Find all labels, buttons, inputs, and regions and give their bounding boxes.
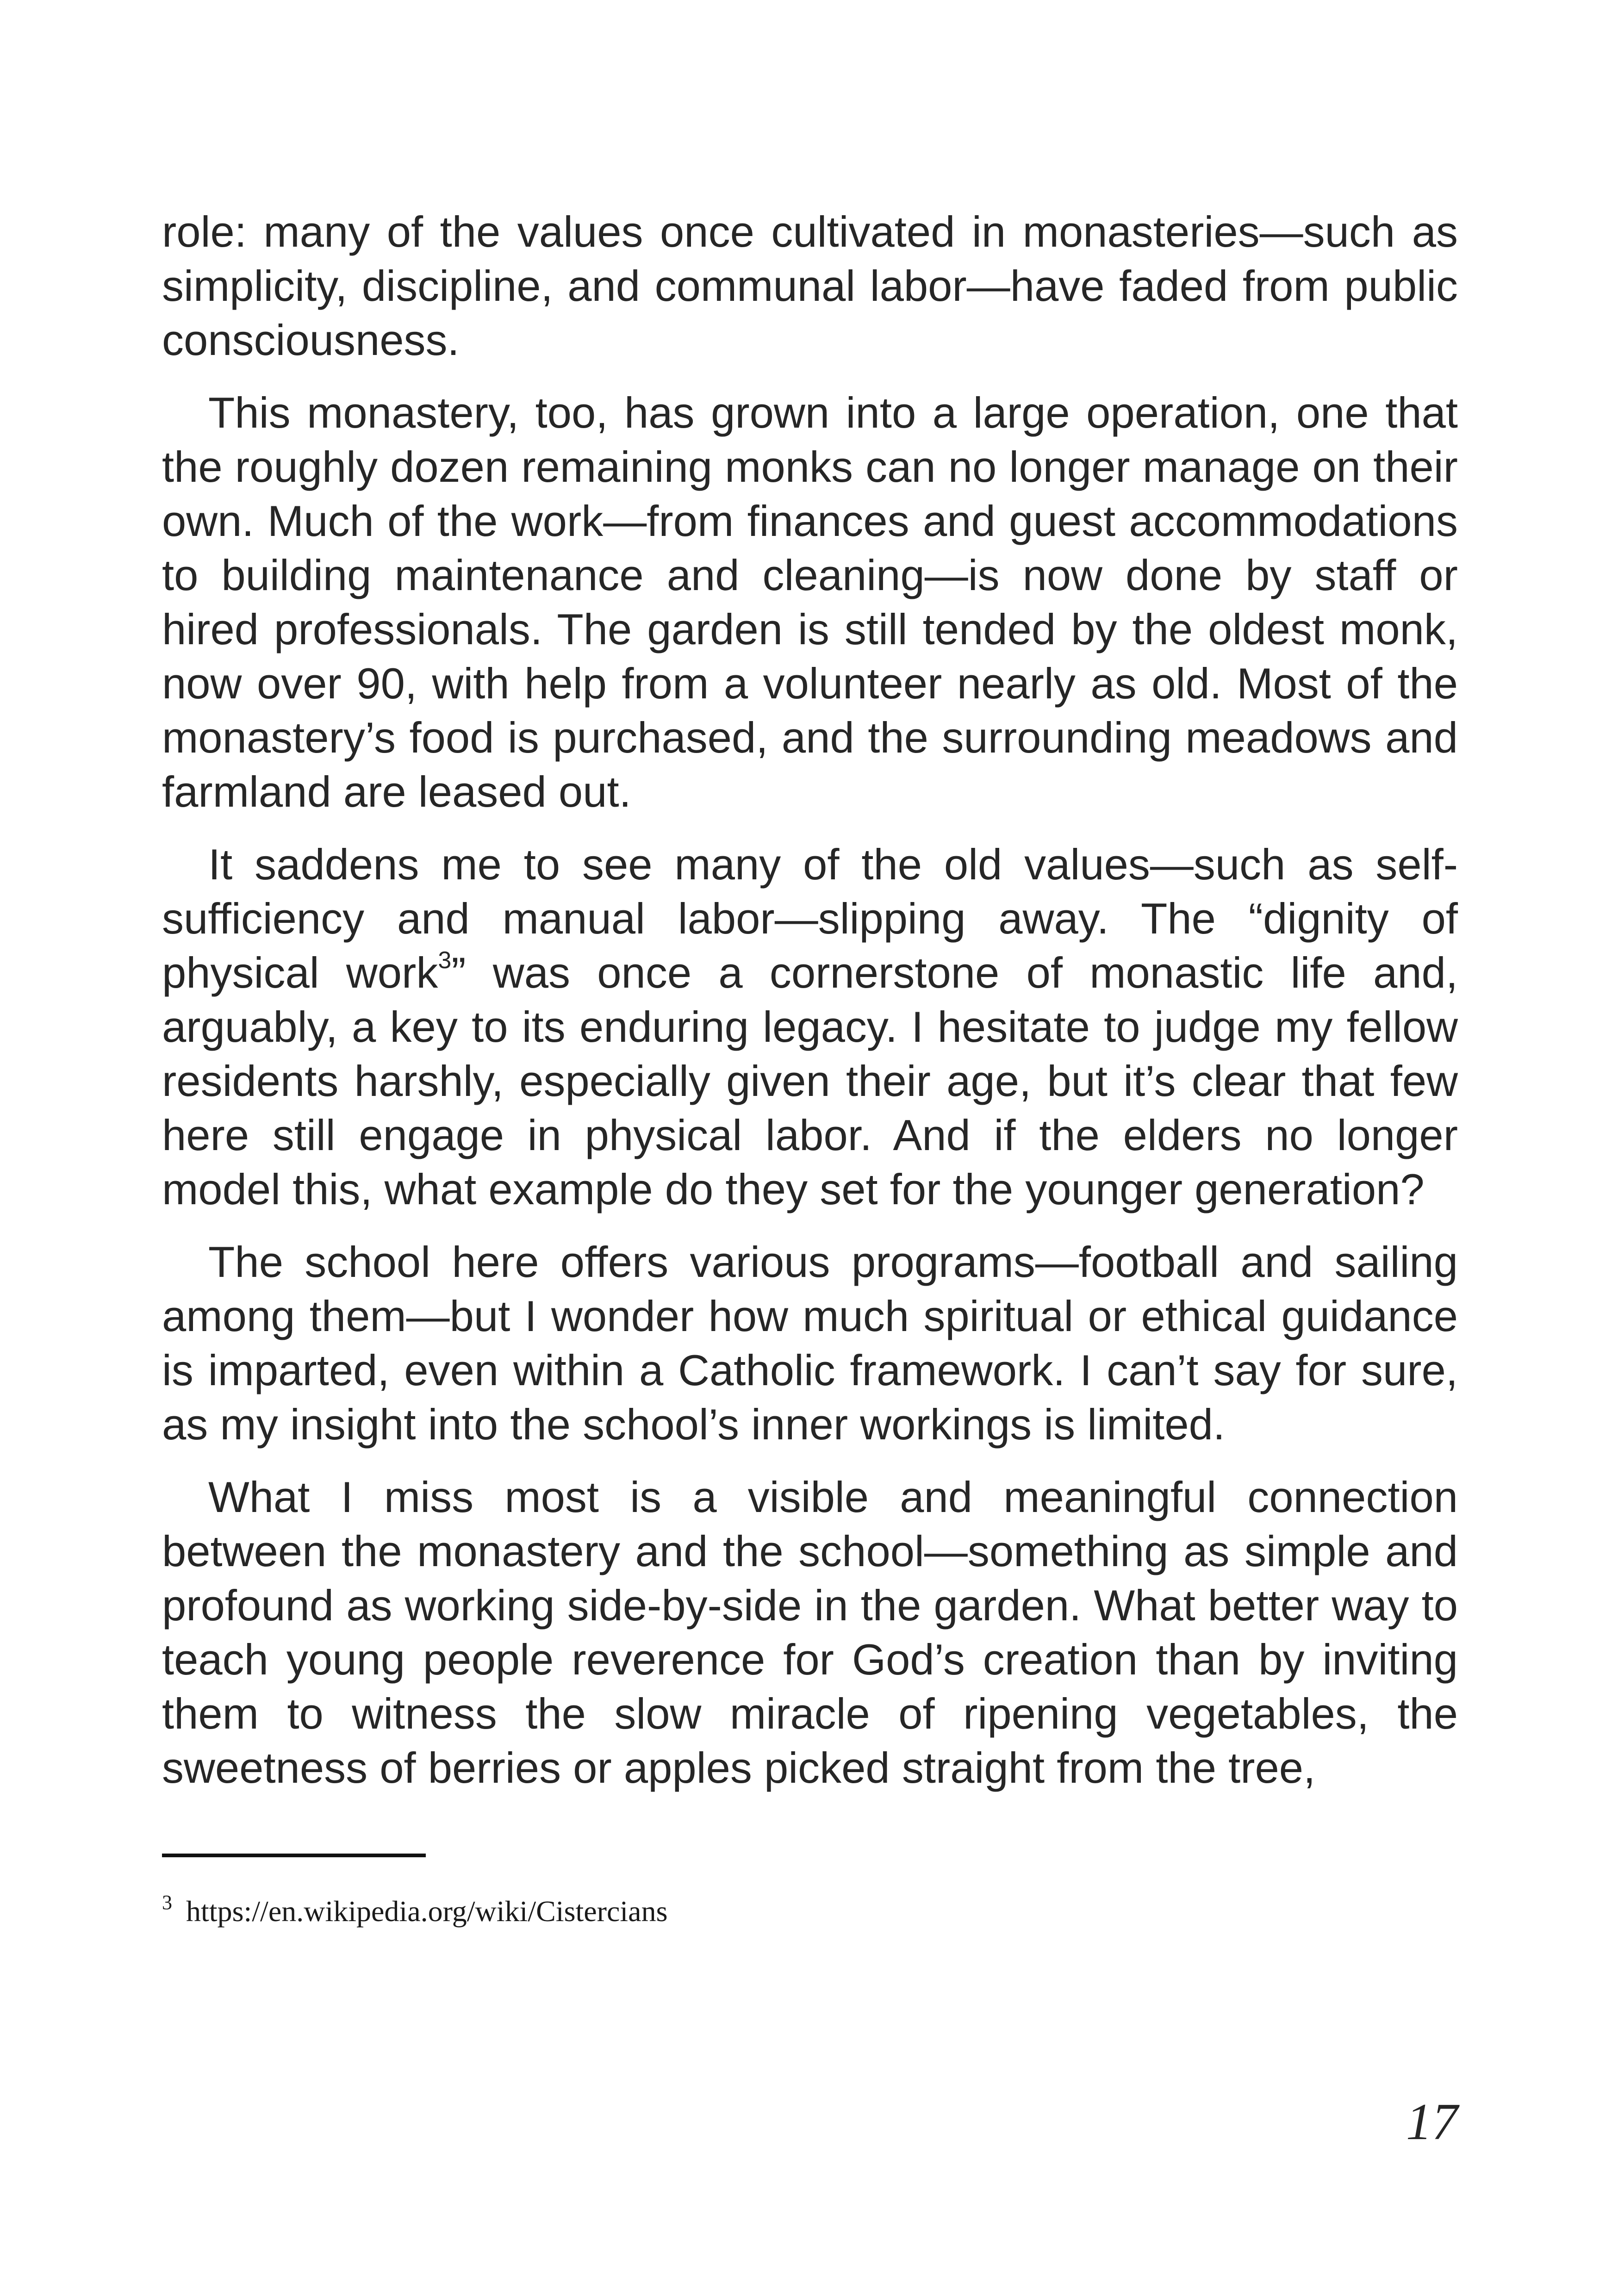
- footnote-link[interactable]: https://en.wikipedia.org/wiki/Cistercians: [186, 1895, 668, 1928]
- paragraph-2: This monastery, too, has grown into a large operation, one that the roughly dozen remaining monks can no longer manage on their own. Much of the work—from finances and guest accommodations to building maintenance and cleaning—is now done by staff or hired professionals. The garden is still tended by the oldest monk, now over 90, with help from a volunteer nearly as old. Most of the monastery’s food is purchased, and the surrounding meadows and farmland are leased out.: [162, 388, 1458, 816]
- footnote: [162, 1893, 1458, 1930]
- footnote-reference[interactable]: 3: [438, 947, 452, 974]
- paragraph-3-after: ” was once a cornerstone of monastic life and, arguably, a key to its enduring legacy. I hesitate to judge my fellow residents harshly, especially given their age, but it’s clear that few here still engage in physical labor. And if the elders no longer model this, what example do they set for the younger generation?: [162, 948, 1458, 1213]
- paragraph-3-before: It saddens me to see many of the old values—such as self-sufficiency and manual labor—slipping away. The “dignity of physical work: [162, 840, 1458, 997]
- paragraph-4: The school here offers various programs—football and sailing among them—but I wonder how much spiritual or ethical guidance is imparted, even within a Catholic framework. I can’t say for sure, as my insight into the school’s inner workings is limited.: [162, 1238, 1458, 1449]
- paragraph-3: [162, 837, 1458, 1216]
- paragraph-1: role: many of the values once cultivated in monasteries—such as simplicity, discipline, and communal labor—have faded from public consciousness.: [162, 207, 1458, 364]
- footnote-divider: [162, 1854, 426, 1857]
- paragraph-5: What I miss most is a visible and meaningful connection between the monastery and the school—something as simple and profound as working side-by-side in the garden. What better way to teach young people reverence for God’s creation than by inviting them to witness the slow miracle of ripening vegetables, the sweetness of berries or apples picked straight from the tree,: [162, 1473, 1458, 1792]
- body-text: [162, 205, 1458, 1813]
- page-number: 17: [1406, 2093, 1458, 2151]
- footnote-number: 3: [162, 1891, 172, 1914]
